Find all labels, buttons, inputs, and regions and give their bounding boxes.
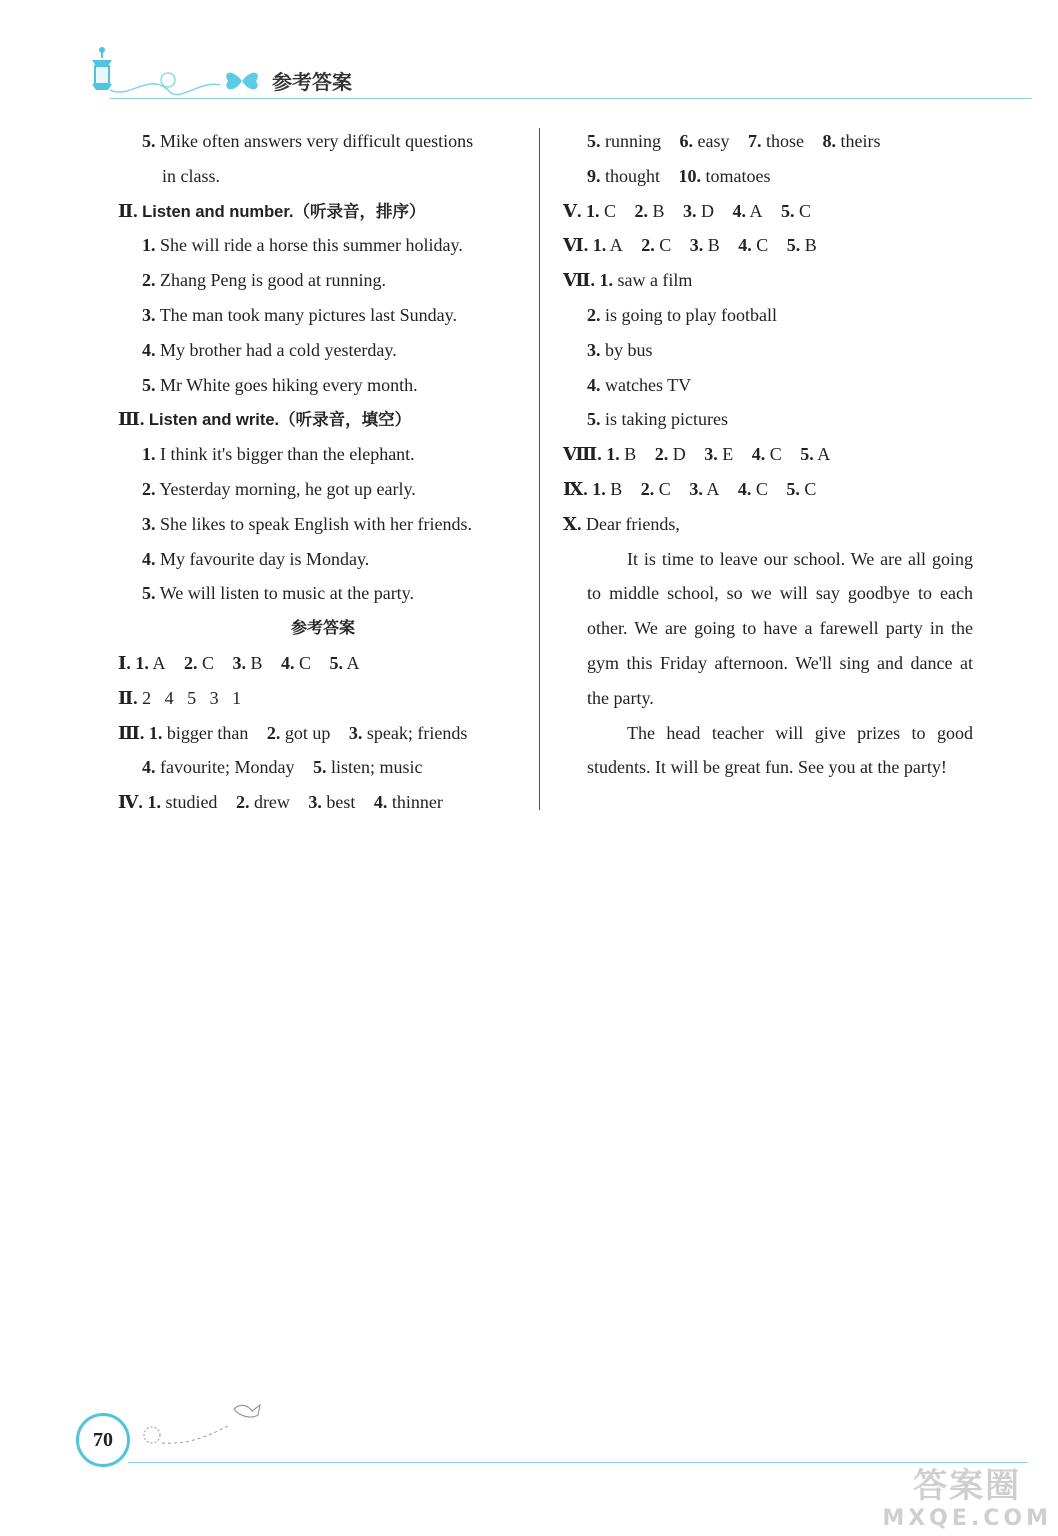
left-column [118,124,528,820]
answer-row: Ⅰ. 1. A 2. C 3. B 4. C 5. A [118,652,360,673]
page-number: 70 [76,1413,130,1467]
answer-row: Ⅱ. 2 4 5 3 1 [118,687,242,708]
answer-row-continued: 5. running 6. easy 7. those 8. theirs [587,131,881,151]
right-column [563,124,973,785]
answers-heading: 参考答案 [290,618,355,638]
list-item: 3. She likes to speak English with her friends. [142,513,472,534]
list-item-continued: in class. [162,165,220,186]
answer-row: Ⅹ. Dear friends, [563,513,680,534]
answer-row: Ⅵ. 1. A 2. C 3. B 4. C 5. B [563,235,817,256]
answer-row-continued: 2. is going to play football [587,304,777,325]
list-item: 5. We will listen to music at the party. [142,583,415,604]
list-item: 5. Mike often answers very difficult questions [142,131,474,151]
answer-row: Ⅶ. 1. saw a film [563,270,693,291]
answer-row: Ⅳ. 1. studied 2. drew 3. best 4. thinner [118,792,443,813]
letter-paragraph: It is time to leave our school. We are all going to middle school, so we will say goodbye to each other. We are going to have a farewell party in the gym this Friday afternoon. We'll sing and dance at the party. [587,548,973,708]
page-header [0,0,1058,110]
letter-paragraph: The head teacher will give prizes to good students. It will be great fun. See you at the party! [587,722,973,778]
section-heading: Ⅲ. Listen and write.（听录音，填空） [118,409,412,430]
answer-row: Ⅴ. 1. C 2. B 3. D 4. A 5. C [563,200,812,221]
header-divider [110,98,1032,99]
list-item: 4. My brother had a cold yesterday. [142,339,397,360]
footer-divider [128,1462,1028,1463]
answer-row: Ⅸ. 1. B 2. C 3. A 4. C 5. C [563,478,817,499]
butterfly-icon [222,66,262,96]
column-divider [539,128,540,810]
list-item: 4. My favourite day is Monday. [142,548,370,569]
answer-row: Ⅷ. 1. B 2. D 3. E 4. C 5. A [563,444,831,465]
answer-row-continued: 9. thought 10. tomatoes [587,165,771,186]
list-item: 2. Zhang Peng is good at running. [142,270,386,291]
section-heading: Ⅱ. Listen and number.（听录音，排序） [118,200,426,221]
list-item: 1. She will ride a horse this summer holiday. [142,235,463,256]
page-title: 参考答案 [272,70,352,94]
answer-row-continued: 4. favourite; Monday 5. listen; music [142,757,423,778]
bird-trail-icon [130,1395,330,1455]
watermark: 答案圈 MXQE.COM [882,1466,1052,1531]
answer-row-continued: 4. watches TV [587,374,692,395]
lantern-vine-icon [0,0,260,110]
answer-row: Ⅲ. 1. bigger than 2. got up 3. speak; friends [118,722,468,743]
answer-row-continued: 3. by bus [587,339,653,360]
answer-row-continued: 5. is taking pictures [587,409,728,430]
list-item: 1. I think it's bigger than the elephant. [142,444,415,465]
list-item: 5. Mr White goes hiking every month. [142,374,418,395]
list-item: 3. The man took many pictures last Sunday. [142,304,457,325]
list-item: 2. Yesterday morning, he got up early. [142,478,416,499]
